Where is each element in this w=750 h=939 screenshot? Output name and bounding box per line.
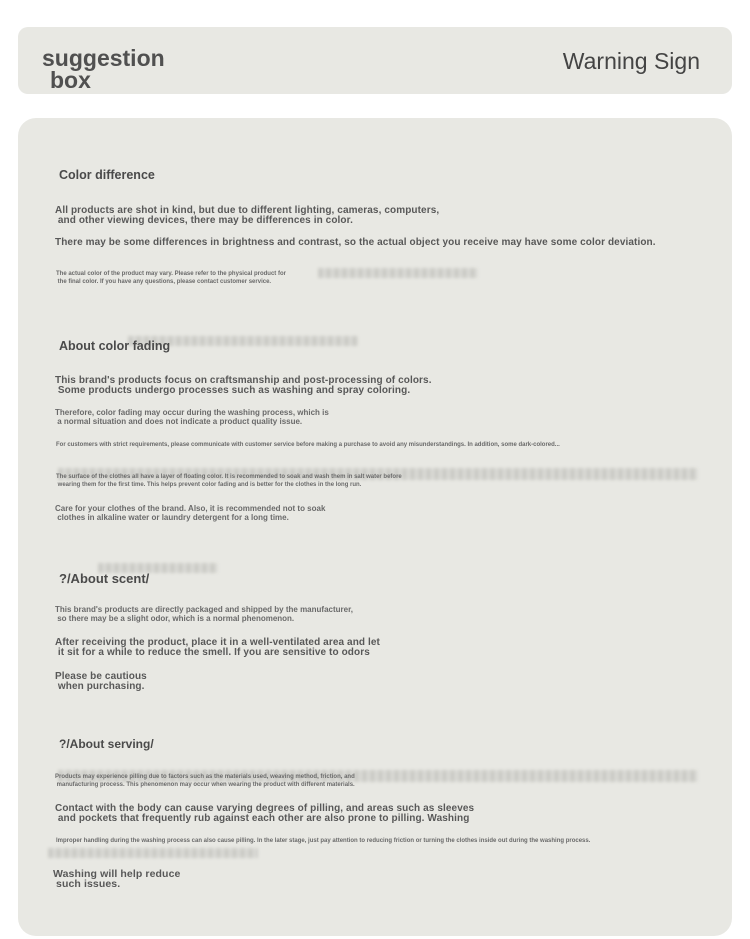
paragraph: Care for your clothes of the brand. Also, it is recommended not to soak clothes in alkaline water or laundry detergent for a long time.: [55, 504, 326, 522]
page-title: Warning Sign: [562, 48, 700, 74]
paragraph: For customers with strict requirements, please communicate with customer service before making a purchase to avoid any misunderstandings. In addition, some dark-colored...: [56, 442, 560, 448]
decorative-smear: [48, 848, 258, 858]
paragraph: This brand's products are directly packaged and shipped by the manufacturer, so there may be a slight odor, which is a normal phenomenon.: [55, 605, 353, 623]
brand-logo: [42, 47, 165, 91]
paragraph: All products are shot in kind, but due to different lighting, cameras, computers, and other viewing devices, there may be differences in color.: [55, 205, 440, 226]
notice-card: [18, 118, 732, 936]
paragraph: Washing will help reduce such issues.: [53, 868, 181, 890]
section-heading-serving: ?/About serving/: [59, 737, 154, 751]
paragraph: After receiving the product, place it in a well-ventilated area and let it sit for a while to reduce the smell. If you are sensitive to odors: [55, 637, 380, 658]
decorative-smear: [318, 268, 478, 278]
section-heading-color-fading: About color fading: [59, 339, 171, 353]
paragraph: Improper handling during the washing process can also cause pilling. In the later stage, just pay attention to reducing friction or turning the clothes inside out during the washing process.: [56, 838, 591, 844]
paragraph: The actual color of the product may vary. Please refer to the physical product for the final color. If you have any questions, please contact customer service.: [56, 271, 286, 285]
brand-line-2: box: [50, 67, 91, 93]
paragraph: Please be cautious when purchasing.: [55, 671, 147, 692]
paragraph: Contact with the body can cause varying degrees of pilling, and areas such as sleeves and pockets that frequently rub against each other are also prone to pilling. Washing: [55, 803, 475, 824]
section-heading-color-difference: Color difference: [59, 168, 155, 182]
brand-line-1: suggestion: [42, 45, 165, 71]
paragraph: The surface of the clothes all have a layer of floating color. It is recommended to soak and wash them in salt water before wearing them for the first time. This helps prevent color fading and is better for the clothes in the long run.: [56, 474, 402, 488]
paragraph: There may be some differences in brightness and contrast, so the actual object you receive may have some color deviation.: [55, 237, 656, 248]
header-bar: [18, 27, 732, 94]
paragraph: This brand's products focus on craftsmanship and post-processing of colors. Some products undergo processes such as washing and spray coloring.: [55, 375, 432, 396]
section-heading-scent: ?/About scent/: [59, 571, 150, 586]
paragraph: Therefore, color fading may occur during the washing process, which is a normal situation and does not indicate a product quality issue.: [55, 408, 329, 426]
paragraph: Products may experience pilling due to factors such as the materials used, weaving method, friction, and manufacturing process. This phenomenon may occur when wearing the product with different materials.: [55, 774, 355, 788]
